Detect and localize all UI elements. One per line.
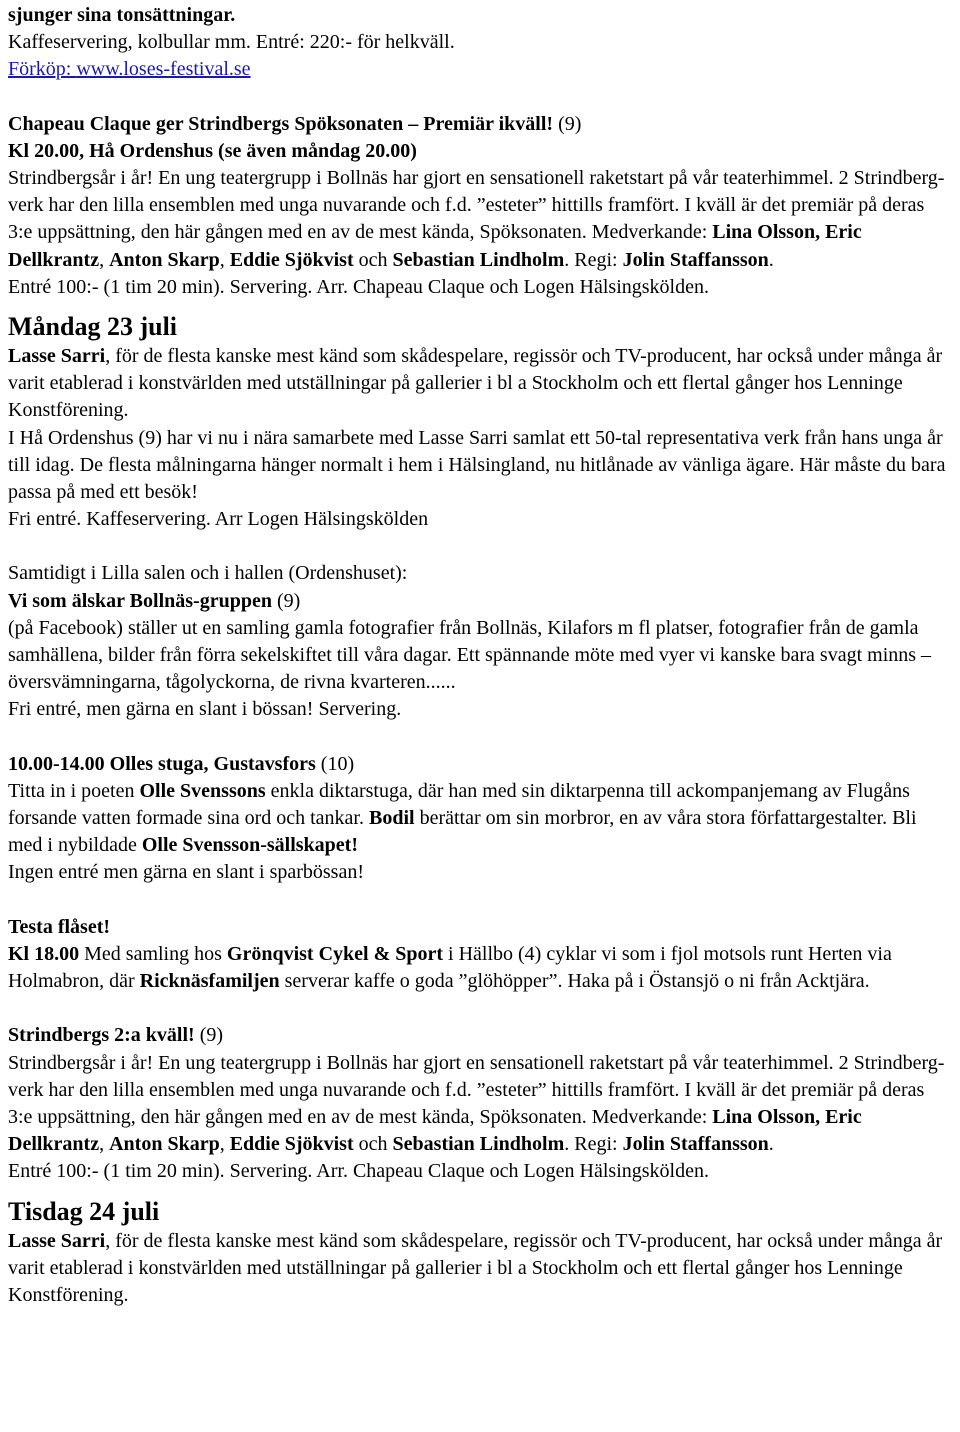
testa-flaset-description: Kl 18.00 Med samling hos Grönqvist Cykel & Sport i Hällbo (4) cyklar vi som i fjol motsols runt Herten via Holmabron, där Ricknäsfamiljen serverar kaffe o goda ”glöhöpper”. Haka på i Östansjö o ni från Acktjära. <box>8 942 892 993</box>
strindberg-second-description: Strindbergsår i år! En ung teatergrupp i Bollnäs har gjort en sensationell raketstart på vår teaterhimmel. 2 Strindberg-verk har den lilla ensemblen med unga nuvarande och f.d. ”esteter” hittills framfört. I kväll är det premiär på deras 3:e uppsättning, den här gången med en av de mest kända, Spöksonaten. Medverkande: Lina Olsson, Eric Dellkrantz, Anton Skarp, Eddie Sjökvist och Sebastian Lindholm. Regi: Jolin Staffansson. <box>8 1051 945 1156</box>
testa-flaset-title: Testa flåset! <box>8 915 111 938</box>
sarri-exhibition: I Hå Ordenshus (9) har vi nu i nära samarbete med Lasse Sarri samlat ett 50-tal representativa verk från hans unga år till idag. De flesta målningarna hänger normalt i hem i Hälsingland, nu hitlånade av vänliga ägare. Här måste du bara passa på med ett besök! <box>8 426 946 504</box>
facebook-group-description: (på Facebook) ställer ut en samling gamla fotografier från Bollnäs, Kilafors m fl platser, fotografier från de gamla samhällena, bilder från förra sekelskiftet till våra dagar. Ett spännande möte med vyer vi kanske bara svagt minns – översvämningarna, tågolyckorna, de rivna kvarteren...... <box>8 616 932 694</box>
presale-label[interactable]: Förköp: <box>8 58 77 81</box>
sarri-intro: Lasse Sarri, för de flesta kanske mest känd som skådespelare, regissör och TV-producent, har också under många år varit etablerad i konstvärlden med utställningar på gallerier i bl a Stockholm och ett flertal gånger hos Lenninge Konstförening. <box>8 345 943 422</box>
strindberg-second-entry: Entré 100:- (1 tim 20 min). Servering. Arr. Chapeau Claque och Logen Hälsingskölden. <box>8 1160 709 1183</box>
tuesday-sarri-intro: Lasse Sarri, för de flesta kanske mest känd som skådespelare, regissör och TV-producent, har också under många år varit etablerad i konstvärlden med utställningar på gallerier i bl a Stockholm och ett flertal gånger hos Lenninge Konstförening. <box>8 1229 943 1306</box>
olles-stuga-title: 10.00-14.00 Olles stuga, Gustavsfors (10) <box>8 752 355 775</box>
lilla-salen-intro: Samtidigt i Lilla salen och i hallen (Ordenshuset): <box>8 562 408 585</box>
sarri-entry: Fri entré. Kaffeservering. Arr Logen Hälsingskölden <box>8 508 429 531</box>
facebook-group-entry: Fri entré, men gärna en slant i bössan! Servering. <box>8 698 402 721</box>
presale-line <box>8 56 952 83</box>
presale-link[interactable]: www.loses-festival.se <box>76 58 251 81</box>
strindberg-second-title: Strindbergs 2:a kväll! (9) <box>8 1024 224 1047</box>
olles-stuga-entry: Ingen entré men gärna en slant i sparbössan! <box>8 861 364 884</box>
event-title-spoksonaten: Chapeau Claque ger Strindbergs Spöksonaten – Premiär ikväll! (9) <box>8 112 582 135</box>
day-heading-monday: Måndag 23 juli <box>8 312 178 342</box>
event-entry-spoksonaten: Entré 100:- (1 tim 20 min). Servering. Arr. Chapeau Claque och Logen Hälsingskölden. <box>8 275 709 298</box>
event-description-spoksonaten: Strindbergsår i år! En ung teatergrupp i Bollnäs har gjort en sensationell raketstart på vår teaterhimmel. 2 Strindberg-verk har den lilla ensemblen med unga nuvarande och f.d. ”esteter” hittills framfört. I kväll är det premiär på deras 3:e uppsättning, den här gången med en av de mest kända, Spöksonaten. Medverkande: Lina Olsson, Eric Dellkrantz, Anton Skarp, Eddie Sjökvist och Sebastian Lindholm. Regi: Jolin Staffansson. <box>8 167 945 271</box>
event-time-spoksonaten: Kl 20.00, Hå Ordenshus (se även måndag 20.00) <box>8 139 417 162</box>
olles-stuga-description: Titta in i poeten Olle Svenssons enkla diktarstuga, där han med sin diktarpenna till ackompanjemang av Flugåns forsande vatten formade sina ord och tankar. Bodil berättar om sin morbror, en av våra stora författargestalter. Bli med i nybildade Olle Svensson-sällskapet! <box>8 779 917 857</box>
facebook-group-title: Vi som älskar Bollnäs-gruppen (9) <box>8 589 301 612</box>
intro-line-coffee: Kaffeservering, kolbullar mm. Entré: 220:- för helkväll. <box>8 31 455 54</box>
day-heading-tuesday: Tisdag 24 juli <box>8 1196 160 1226</box>
intro-line-bold: sjunger sina tonsättningar. <box>8 4 236 26</box>
